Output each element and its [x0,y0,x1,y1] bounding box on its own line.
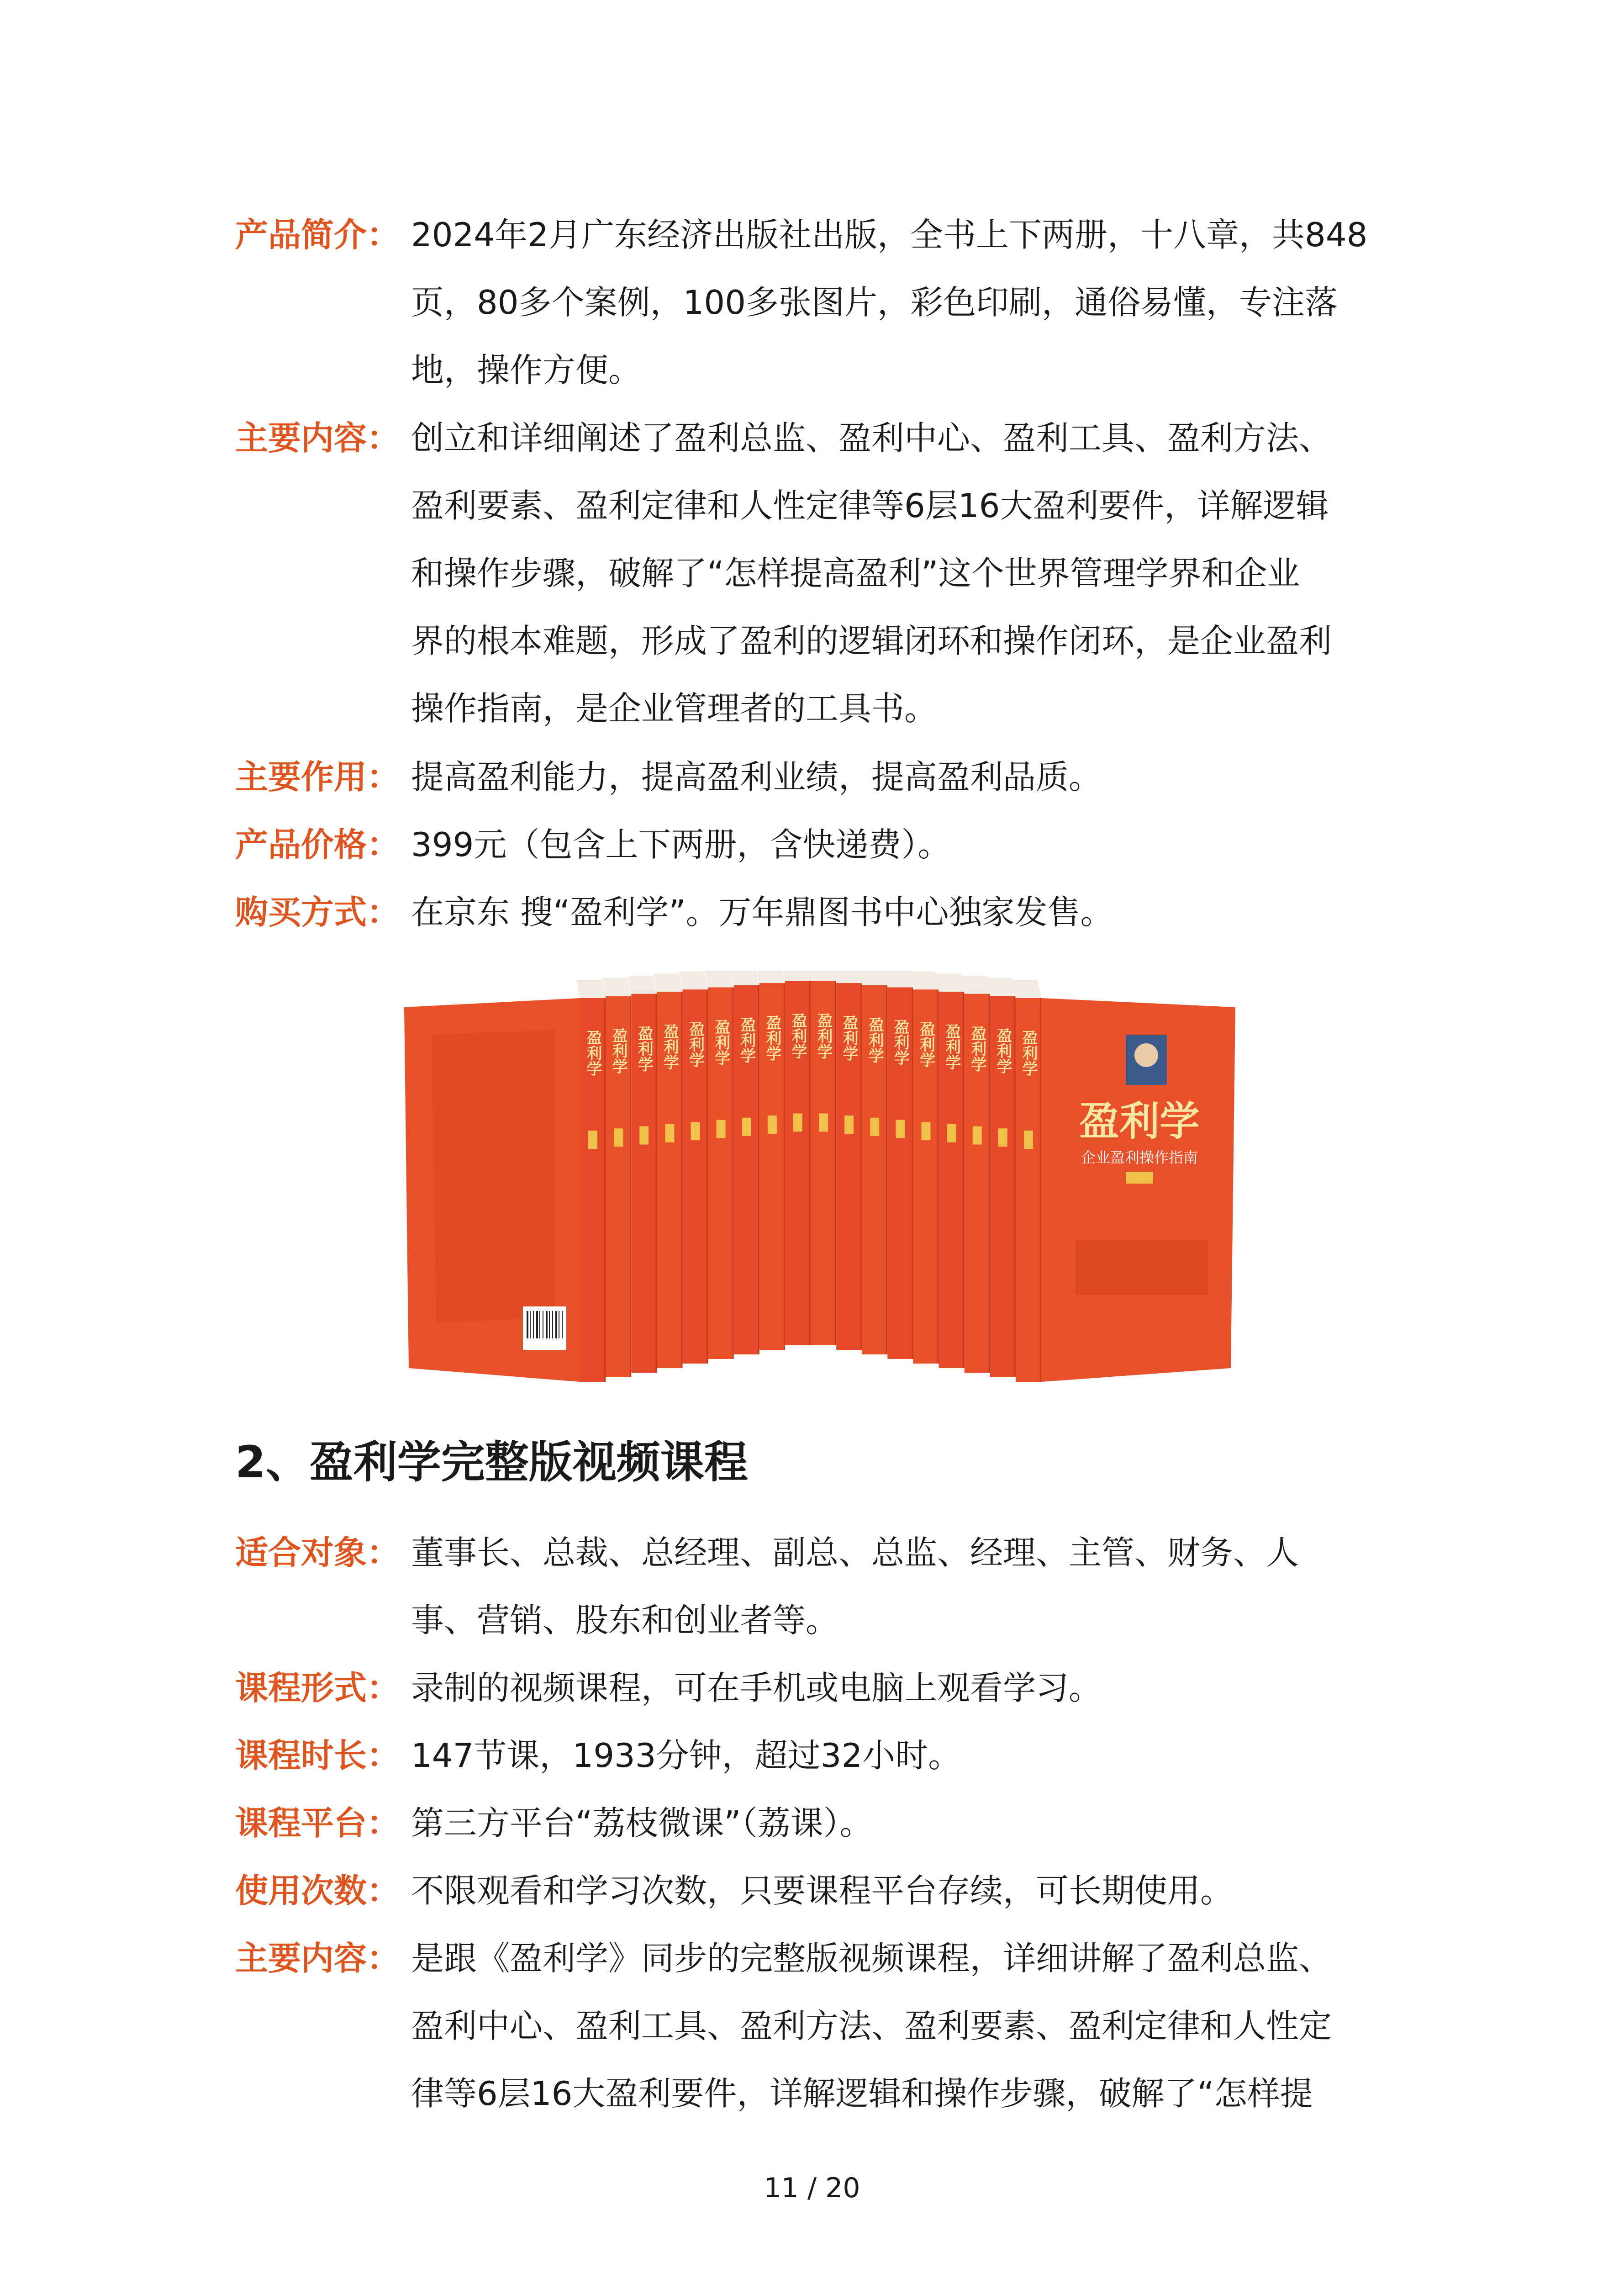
author-photo-face [1134,1043,1158,1067]
text-line: 2024年2月广东经济出版社出版，全书上下两册，十八章，共848 [411,216,1368,254]
book-pages [1012,980,1041,998]
page-number: 11 / 20 [764,2172,860,2204]
spine-badge [1024,1131,1033,1149]
spine-title: 盈利学 [737,1016,756,1063]
row-label: 主要内容： [235,1939,400,1977]
spine-badge [588,1131,597,1149]
row-course-platform [235,1789,1423,1857]
cover-badge [1126,1172,1153,1184]
text-line: 提高盈利能力，提高盈利业绩，提高盈利品质。 [411,758,1102,796]
book-pages [935,973,965,992]
cover-title: 盈利学 [1079,1097,1200,1145]
row-course-duration [235,1722,1423,1789]
book-pages [679,971,708,989]
book-pages [858,971,887,985]
row-text [411,1789,1423,1857]
spine-title: 盈利学 [814,1012,833,1059]
book-pages [909,971,939,989]
spine-badge [922,1122,931,1140]
spine-edge [681,992,682,1368]
row-text [411,1924,1423,2127]
spine-badge [870,1118,879,1136]
spine-edge [1040,998,1041,1382]
spine-badge [639,1126,649,1145]
spine-title: 盈利学 [660,1023,679,1070]
book-pages [756,971,785,983]
spine-badge [768,1116,777,1134]
row-main-content [235,404,1423,742]
text-line: 董事长、总裁、总经理、副总、总监、经理、主管、财务、人 [411,1533,1299,1572]
spine-title: 盈利学 [686,1021,705,1068]
book-pages [576,980,606,998]
barcode [523,1306,566,1350]
book-pages [653,973,682,992]
row-label: 使用次数： [235,1872,400,1910]
barcode-bar [555,1311,557,1338]
spine-badge [896,1120,905,1138]
section-heading: 2、盈利学完整版视频课程 [235,1437,748,1488]
spine-edge [707,989,708,1364]
row-label: 课程形式： [235,1669,400,1707]
spine-title: 盈利学 [763,1015,781,1062]
text-line: 操作指南，是企业管理者的工具书。 [411,689,938,728]
text-line: 律等6层16大盈利要件，详解逻辑和操作步骤，破解了“怎样提 [411,2074,1313,2113]
book-pages [627,976,657,994]
spine-title: 盈利学 [840,1015,859,1062]
row-text [411,1654,1423,1722]
row-target-audience [235,1519,1423,1654]
barcode-bar [530,1311,531,1338]
barcode-bar [527,1311,528,1338]
spine-badge [844,1116,854,1134]
barcode-bar [549,1311,550,1338]
spine-edge [1014,996,1016,1377]
text-line: 399元（包含上下两册，含快递费）。 [411,825,951,864]
row-label: 课程时长： [235,1736,400,1775]
spine-edge [758,985,759,1354]
spine-title: 盈利学 [993,1027,1012,1074]
cover-subtitle: 企业盈利操作指南 [1081,1149,1198,1166]
spine-edge [912,987,913,1359]
spine-badge [691,1122,700,1140]
spine-title: 盈利学 [1019,1030,1038,1076]
row-label: 主要作用： [235,758,400,796]
row-price [235,811,1423,878]
spine-title: 盈利学 [584,1030,602,1076]
spine-edge [733,987,734,1359]
spine-badge [947,1124,956,1142]
barcode-bar [552,1311,553,1338]
row-text [411,743,1423,811]
spine-edge [809,981,811,1345]
row-course-content [235,1924,1423,2127]
row-text [411,201,1423,404]
row-label: 产品价格： [235,825,400,864]
spine-title: 盈利学 [865,1016,884,1063]
row-product-intro [235,201,1423,404]
spine-title: 盈利学 [917,1021,935,1068]
spine-edge [835,981,836,1345]
text-line: 盈利中心、盈利工具、盈利方法、盈利要素、盈利定律和人性定 [411,2007,1332,2045]
text-line: 页，80多个案例，100多张图片，彩色印刷，通俗易懂，专注落 [411,283,1338,322]
spine-title: 盈利学 [788,1012,807,1059]
row-purchase [235,878,1423,946]
spine-title: 盈利学 [609,1027,628,1074]
text-line: 界的根本难题，形成了盈利的逻辑闭环和操作闭环，是企业盈利 [411,622,1332,660]
spine-edge [655,994,657,1373]
spine-edge [784,983,785,1350]
spine-edge [938,989,939,1364]
book-pages [730,971,759,985]
spine-badge [742,1118,751,1136]
spine-title: 盈利学 [712,1019,730,1066]
text-line: 不限观看和学习次数，只要课程平台存续，可长期使用。 [411,1872,1234,1910]
text-line: 147节课，1933分钟，超过32小时。 [411,1736,961,1775]
back-cover-text-block [432,1030,555,1322]
spine-title: 盈利学 [942,1023,961,1070]
text-line: 事、营销、股东和创业者等。 [411,1601,839,1639]
spine-title: 盈利学 [635,1025,654,1072]
spine-edge [989,994,990,1373]
spine-edge [886,985,887,1354]
text-line: 录制的视频课程，可在手机或电脑上观看学习。 [411,1669,1102,1707]
spine-edge [630,996,631,1377]
spine-badge [665,1124,674,1142]
row-main-effect [235,743,1423,811]
spine-badge [998,1128,1007,1147]
spine-badge [717,1120,726,1138]
text-line: 第三方平台“荔枝微课”（荔课）。 [411,1804,873,1842]
books-product-image [404,971,1235,1386]
spine-edge [963,992,965,1368]
text-line: 地，操作方便。 [411,351,642,389]
barcode-bar [536,1311,538,1338]
spine-edge [604,998,606,1382]
spine-badge [614,1128,623,1147]
book-pages [705,971,734,987]
row-text [411,878,1423,946]
spine-title: 盈利学 [968,1025,986,1072]
row-label: 适合对象： [235,1533,400,1572]
barcode-bar [533,1311,534,1338]
row-text [411,404,1423,742]
text-line: 和操作步骤，破解了“怎样提高盈利”这个世界管理学界和企业 [411,554,1300,592]
text-line: 盈利要素、盈利定律和人性定律等6层16大盈利要件，详解逻辑 [411,486,1329,525]
spine-edge [860,983,862,1350]
row-label: 产品简介： [235,216,400,254]
row-label: 课程平台： [235,1804,400,1842]
text-line: 是跟《盈利学》同步的完整版视频课程，详细讲解了盈利总监、 [411,1939,1332,1977]
book-pages [884,971,913,987]
spine-title: 盈利学 [891,1019,910,1066]
barcode-bar [562,1311,563,1338]
spine-badge [793,1113,802,1131]
row-text [411,811,1423,878]
book-pages [781,971,811,981]
row-label: 主要内容： [235,419,400,457]
row-usage-count [235,1857,1423,1924]
book-pages [961,976,990,994]
row-text [411,1519,1423,1654]
text-line: 创立和详细阐述了盈利总监、盈利中心、盈利工具、盈利方法、 [411,419,1332,457]
row-text [411,1857,1423,1924]
book-pages [807,971,836,981]
row-label: 购买方式： [235,893,400,931]
row-text [411,1722,1423,1789]
cover-text-block [1076,1240,1208,1295]
book-pages [833,971,862,983]
book-pages [986,978,1016,996]
book-pages [602,978,631,996]
barcode-bar [546,1311,548,1338]
text-line: 在京东 搜“盈利学”。万年鼎图书中心独家发售。 [411,893,1113,931]
row-course-form [235,1654,1423,1722]
spine-badge [819,1113,828,1131]
spine-badge [973,1126,982,1145]
barcode-bar [539,1311,540,1338]
